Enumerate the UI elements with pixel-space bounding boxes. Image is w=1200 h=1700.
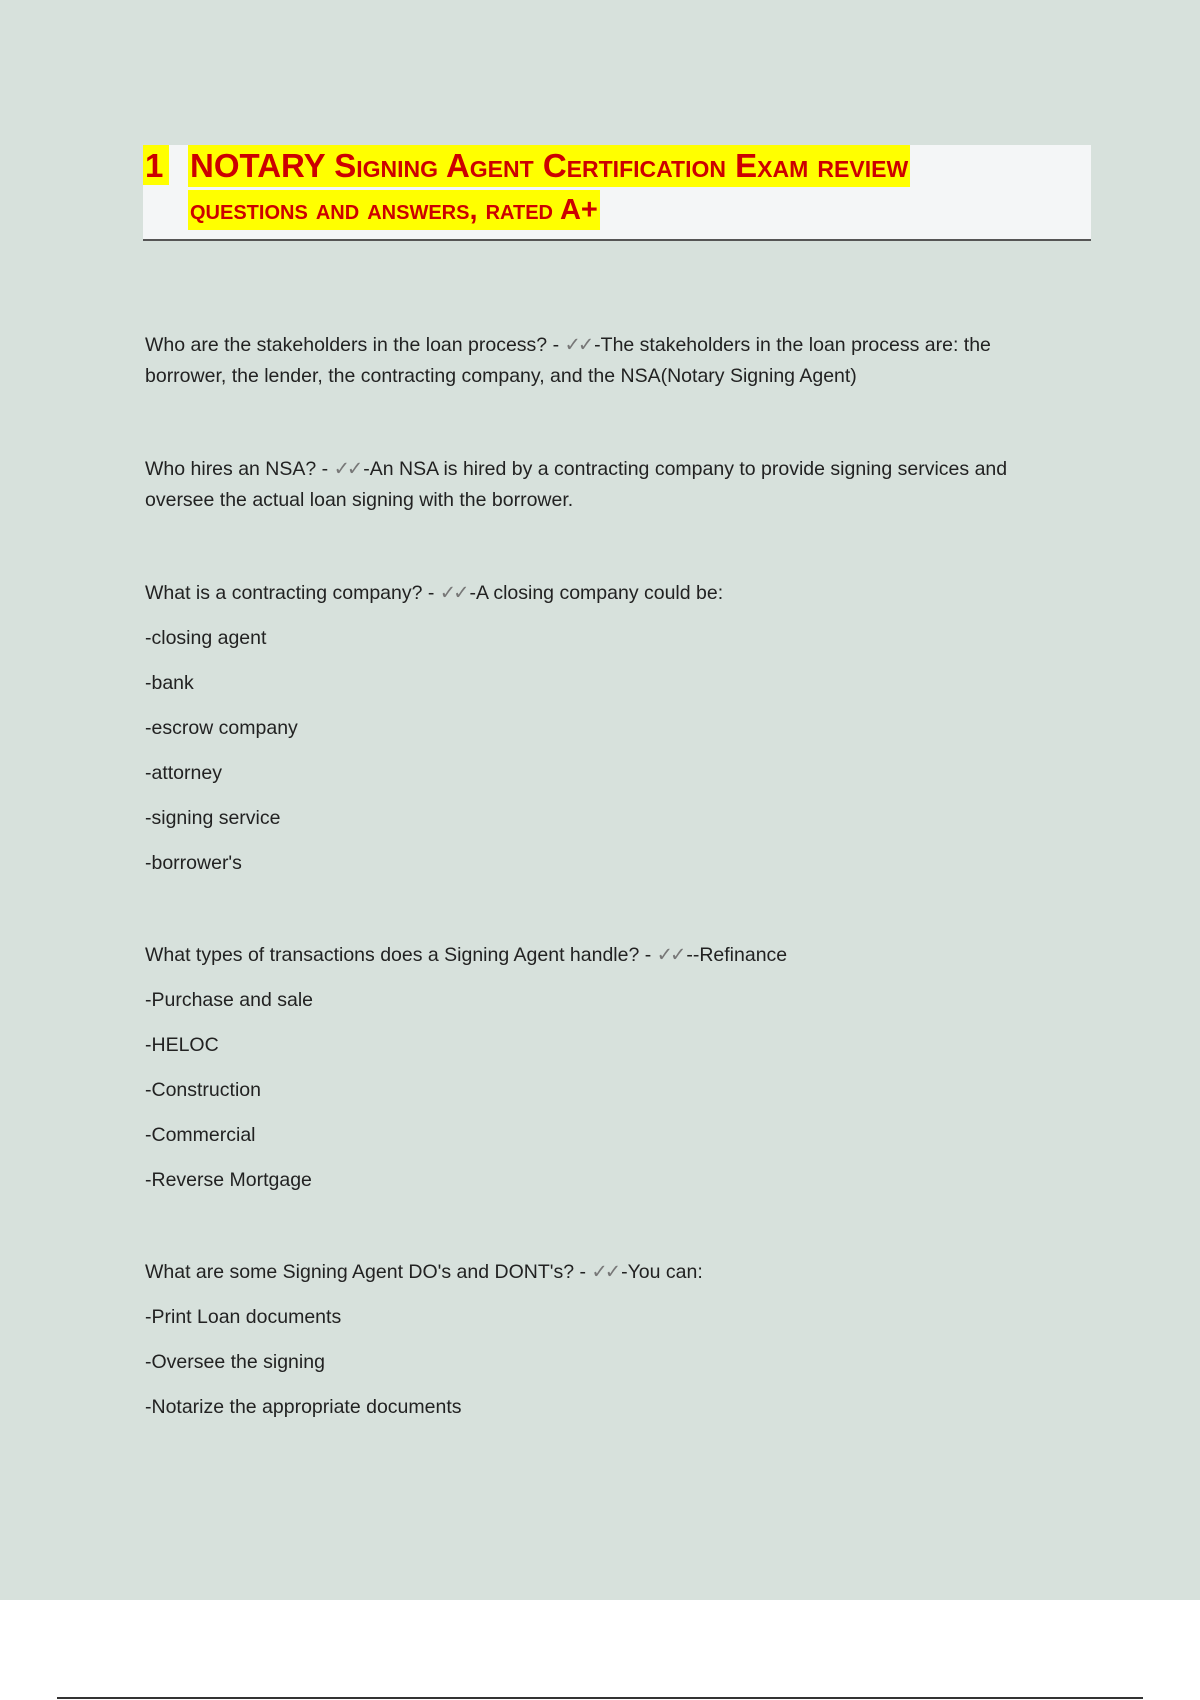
- qa-content: [145, 330, 1065, 1484]
- document-title: [143, 145, 1091, 241]
- answer-list: [145, 623, 1065, 878]
- question-text: What is a contracting company? -: [145, 582, 440, 604]
- list-item: -Commercial: [145, 1124, 256, 1146]
- question-text: What are some Signing Agent DO's and DONT's? -: [145, 1261, 592, 1283]
- double-check-icon: ✓✓: [439, 582, 467, 604]
- footer-divider: [57, 1697, 1143, 1699]
- question-text: Who are the stakeholders in the loan process? -: [145, 334, 565, 356]
- answer-text: -You can:: [621, 1261, 703, 1283]
- list-item: -closing agent: [145, 627, 267, 649]
- list-item: -Notarize the appropriate documents: [145, 1396, 462, 1418]
- answer-text: -The stakeholders in the loan process are: the borrower, the lender, the contracting company, and the NSA(Notary Signing Agent): [145, 334, 991, 387]
- qa-item-stakeholders: [145, 330, 1065, 392]
- list-item: -Purchase and sale: [145, 989, 314, 1011]
- list-item: -escrow company: [145, 717, 298, 739]
- answer-list: [145, 1302, 1065, 1422]
- list-item: -bank: [145, 672, 194, 694]
- list-item: -borrower's: [145, 852, 242, 874]
- list-item: -Oversee the signing: [145, 1351, 325, 1373]
- list-item: -Print Loan documents: [145, 1306, 342, 1328]
- double-check-icon: ✓✓: [564, 334, 592, 356]
- title-line-2: questions and answers, rated A+: [188, 190, 600, 230]
- list-item: -HELOC: [145, 1034, 219, 1056]
- qa-item-transaction-types: [145, 940, 1065, 1195]
- list-item: -attorney: [145, 762, 222, 784]
- qa-item-contracting-company: [145, 578, 1065, 878]
- question-text: Who hires an NSA? -: [145, 458, 334, 480]
- qa-item-dos-and-donts: [145, 1257, 1065, 1422]
- list-item: -Reverse Mortgage: [145, 1169, 312, 1191]
- question-text: What types of transactions does a Signing Agent handle? -: [145, 944, 657, 966]
- answer-text: -An NSA is hired by a contracting company to provide signing services and oversee the actual loan signing with the borrower.: [145, 458, 1008, 511]
- title-number: 1: [143, 145, 169, 185]
- answer-text: --Refinance: [686, 944, 788, 966]
- qa-item-who-hires: [145, 454, 1065, 516]
- answer-list: [145, 985, 1065, 1195]
- answer-text: -A closing company could be:: [469, 582, 724, 604]
- list-item: -Construction: [145, 1079, 261, 1101]
- list-item: -signing service: [145, 807, 281, 829]
- double-check-icon: ✓✓: [591, 1261, 619, 1283]
- double-check-icon: ✓✓: [656, 944, 684, 966]
- title-line-1: NOTARY Signing Agent Certification Exam review: [188, 145, 910, 187]
- double-check-icon: ✓✓: [333, 458, 361, 480]
